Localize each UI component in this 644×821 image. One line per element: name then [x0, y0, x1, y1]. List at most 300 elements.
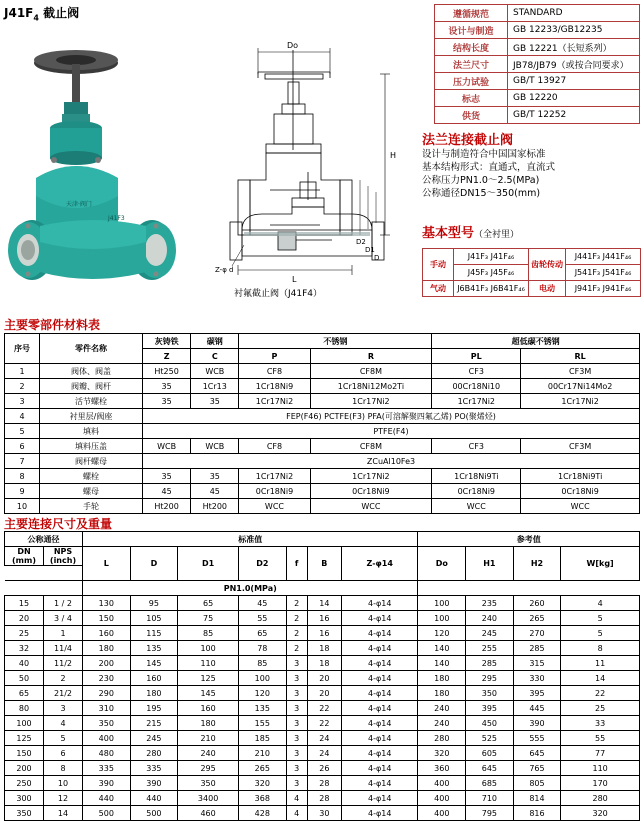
cell-no: 6: [5, 439, 40, 454]
cell-d2: 265: [239, 761, 287, 776]
cell-p: 1Cr17Ni2: [239, 394, 310, 409]
table-row: [5, 409, 640, 424]
cell-d: 195: [130, 701, 178, 716]
cell-f: 4: [286, 791, 307, 806]
cell-name: 螺栓: [40, 469, 143, 484]
spec-value: JB78/JB79（或按合同要求）: [508, 56, 640, 73]
cell-pl: 0Cr18Ni9: [432, 484, 521, 499]
cell-w: 170: [561, 776, 640, 791]
sub-h2: H2: [513, 547, 561, 581]
cell-nps: 1: [44, 626, 83, 641]
sub-f: f: [286, 547, 307, 581]
cell-w: 33: [561, 716, 640, 731]
cell-name: 手轮: [40, 499, 143, 514]
cell-dn: 20: [5, 611, 44, 626]
model-value: J941F₃ J941F₄₆: [566, 281, 641, 297]
cell-h2: 805: [513, 776, 561, 791]
cell-d: 115: [130, 626, 178, 641]
spec-value: GB 12233/GB12235: [508, 22, 640, 39]
cell-d: 95: [130, 596, 178, 611]
cell-do: 400: [418, 806, 466, 821]
table-header-row: [5, 532, 640, 547]
spec-key: 标志: [435, 90, 508, 107]
cell-pl: 1Cr18Ni9Ti: [432, 469, 521, 484]
cell-z: 4-φ14: [342, 746, 418, 761]
cell-d1: 210: [178, 731, 239, 746]
cell-w: 320: [561, 806, 640, 821]
dim-label-h: H: [390, 151, 397, 160]
cell-z: 35: [143, 379, 191, 394]
table-row: [423, 281, 641, 297]
sub-r: R: [310, 349, 432, 364]
cell-l: 180: [83, 641, 131, 656]
cell-pl: CF3: [432, 364, 521, 379]
dim-label-d1: D1: [365, 246, 375, 254]
table-row: [435, 90, 640, 107]
cell-b: 16: [307, 611, 341, 626]
cell-f: 2: [286, 596, 307, 611]
cell-d2: 135: [239, 701, 287, 716]
cell-do: 400: [418, 791, 466, 806]
cell-l: 200: [83, 656, 131, 671]
cell-span: FEP(F46) PCTFE(F3) PFA(可溶解聚四氟乙烯) PO(聚烯烃): [143, 409, 640, 424]
model-label-manual: 手动: [423, 249, 454, 281]
cell-h1: 245: [466, 626, 514, 641]
cell-d1: 3400: [178, 791, 239, 806]
cell-rl: 1Cr17Ni2: [521, 394, 640, 409]
cell-nps: 5: [44, 731, 83, 746]
cell-nps: 3 / 4: [44, 611, 83, 626]
spec-table: [434, 4, 640, 124]
cell-p: WCC: [239, 499, 310, 514]
dimension-table: [4, 531, 640, 821]
cell-rl: 1Cr18Ni9Ti: [521, 469, 640, 484]
cell-d1: 240: [178, 746, 239, 761]
cell-z: 35: [143, 394, 191, 409]
cell-z: 4-φ14: [342, 596, 418, 611]
sub-p: P: [239, 349, 310, 364]
cell-d: 180: [130, 686, 178, 701]
cell-c: 35: [191, 394, 239, 409]
table-row: [5, 791, 640, 806]
cell-do: 360: [418, 761, 466, 776]
cell-w: 110: [561, 761, 640, 776]
cell-c: 45: [191, 484, 239, 499]
cell-dn: 100: [5, 716, 44, 731]
cell-w: 22: [561, 686, 640, 701]
cell-nps: 11/2: [44, 656, 83, 671]
table-row: [5, 596, 640, 611]
cell-z: 4-φ14: [342, 641, 418, 656]
dim-label-z: Z-φ d: [215, 266, 234, 274]
cell-f: 4: [286, 806, 307, 821]
group-dn: 公称通径: [5, 532, 83, 547]
cell-nps: 3: [44, 701, 83, 716]
dim-label-d2: D2: [356, 238, 366, 246]
cell-rl: CF3M: [521, 439, 640, 454]
cell-name: 衬里层/阀座: [40, 409, 143, 424]
cell-do: 140: [418, 641, 466, 656]
table-row: [5, 499, 640, 514]
cell-d2: 320: [239, 776, 287, 791]
cell-h2: 260: [513, 596, 561, 611]
model-value: J441F₃ J441F₄₆: [566, 249, 641, 265]
cell-b: 28: [307, 776, 341, 791]
cell-d1: 460: [178, 806, 239, 821]
cell-c: WCB: [191, 364, 239, 379]
table-row: [435, 39, 640, 56]
table-row: [5, 626, 640, 641]
cell-d1: 85: [178, 626, 239, 641]
cell-d1: 75: [178, 611, 239, 626]
cell-no: 1: [5, 364, 40, 379]
cell-pl: 00Cr18Ni10: [432, 379, 521, 394]
cell-z: Ht200: [143, 499, 191, 514]
sub-d2: D2: [239, 547, 287, 581]
cell-z: 4-φ14: [342, 686, 418, 701]
cell-name: 阀体、阀盖: [40, 364, 143, 379]
cell-f: 2: [286, 611, 307, 626]
cell-d: 160: [130, 671, 178, 686]
valve-brand-label-2: J41F3: [108, 215, 125, 222]
sub-pl: PL: [432, 349, 521, 364]
sub-d: D: [130, 547, 178, 581]
sub-l: L: [83, 547, 131, 581]
cell-do: 180: [418, 686, 466, 701]
cell-l: 480: [83, 746, 131, 761]
col-carbon-steel: 碳钢: [191, 334, 239, 349]
cell-do: 180: [418, 671, 466, 686]
flange-line-2: 基本结构形式：直通式，直流式: [422, 162, 556, 173]
cell-h1: 295: [466, 671, 514, 686]
cell-nps: 11/4: [44, 641, 83, 656]
cell-f: 3: [286, 746, 307, 761]
cell-f: 3: [286, 731, 307, 746]
cell-do: 140: [418, 656, 466, 671]
spec-key: 设计与制造: [435, 22, 508, 39]
cell-nps: 2: [44, 671, 83, 686]
cell-h1: 235: [466, 596, 514, 611]
cell-h2: 330: [513, 671, 561, 686]
spec-value: GB 12221（长短系列）: [508, 39, 640, 56]
valve-photo-illustration: [6, 28, 196, 313]
table-row: [5, 484, 640, 499]
cell-d2: 185: [239, 731, 287, 746]
cell-no: 5: [5, 424, 40, 439]
cell-l: 150: [83, 611, 131, 626]
table-row: [5, 469, 640, 484]
cell-d2: 210: [239, 746, 287, 761]
cell-f: 2: [286, 641, 307, 656]
sub-rl: RL: [521, 349, 640, 364]
page-title: $J41F_4$ 截止阀: [4, 6, 80, 23]
cell-h2: 814: [513, 791, 561, 806]
cell-span: PTFE(F4): [143, 424, 640, 439]
spec-value: GB 12220: [508, 90, 640, 107]
cell-w: 4: [561, 596, 640, 611]
cell-d: 390: [130, 776, 178, 791]
cell-z: 4-φ14: [342, 611, 418, 626]
cell-z: 35: [143, 469, 191, 484]
cell-r: 1Cr17Ni2: [310, 469, 432, 484]
cell-h1: 605: [466, 746, 514, 761]
cell-nps: 10: [44, 776, 83, 791]
cell-d: 215: [130, 716, 178, 731]
cell-pl: CF3: [432, 439, 521, 454]
cell-do: 280: [418, 731, 466, 746]
cell-name: 阀瓣、阀杆: [40, 379, 143, 394]
cell-name: 螺母: [40, 484, 143, 499]
group-reference: 参考值: [418, 532, 640, 547]
cell-l: 500: [83, 806, 131, 821]
cell-do: 120: [418, 626, 466, 641]
cell-l: 400: [83, 731, 131, 746]
cell-h1: 395: [466, 701, 514, 716]
cell-h2: 645: [513, 746, 561, 761]
cell-h1: 645: [466, 761, 514, 776]
pressure-note: PN1.0(MPa): [83, 581, 418, 596]
model-label-pneumatic: 气动: [423, 281, 454, 297]
cell-rl: WCC: [521, 499, 640, 514]
cell-dn: 65: [5, 686, 44, 701]
cell-h2: 765: [513, 761, 561, 776]
table-row: [435, 56, 640, 73]
cell-d2: 78: [239, 641, 287, 656]
cell-w: 280: [561, 791, 640, 806]
cell-p: 0Cr18Ni9: [239, 484, 310, 499]
cell-b: 30: [307, 806, 341, 821]
cell-d2: 85: [239, 656, 287, 671]
cell-f: 2: [286, 626, 307, 641]
cell-d1: 160: [178, 701, 239, 716]
table-subheader-row: [5, 547, 640, 566]
table-row: [5, 454, 640, 469]
cell-r: 1Cr17Ni2: [310, 394, 432, 409]
col-name: 零件名称: [40, 334, 143, 364]
cell-h1: 350: [466, 686, 514, 701]
table-row: [5, 731, 640, 746]
cell-d1: 100: [178, 641, 239, 656]
table-row: [5, 686, 640, 701]
cell-dn: 150: [5, 746, 44, 761]
spec-value: GB/T 12252: [508, 107, 640, 124]
cell-b: 14: [307, 596, 341, 611]
cell-r: CF8M: [310, 364, 432, 379]
table-row: [435, 22, 640, 39]
cell-l: 390: [83, 776, 131, 791]
cell-name: 活节螺栓: [40, 394, 143, 409]
cell-f: 3: [286, 686, 307, 701]
cell-z: Ht250: [143, 364, 191, 379]
sub-c: C: [191, 349, 239, 364]
cell-r: CF8M: [310, 439, 432, 454]
cell-z: 4-φ14: [342, 791, 418, 806]
cell-d1: 110: [178, 656, 239, 671]
cell-no: 10: [5, 499, 40, 514]
cell-w: 8: [561, 641, 640, 656]
cell-w: 5: [561, 626, 640, 641]
table-row: [5, 656, 640, 671]
cell-h2: 265: [513, 611, 561, 626]
spec-key: 遵循规范: [435, 5, 508, 22]
model-section-heading: [422, 222, 519, 241]
cell-nps: 21/2: [44, 686, 83, 701]
table-pressure-row: [5, 581, 640, 596]
cell-d: 245: [130, 731, 178, 746]
col-stainless: 不锈钢: [239, 334, 432, 349]
cell-l: 440: [83, 791, 131, 806]
cell-b: 24: [307, 731, 341, 746]
cell-l: 350: [83, 716, 131, 731]
table-row: [5, 379, 640, 394]
cell-d2: 65: [239, 626, 287, 641]
dim-label-do: Do: [287, 41, 299, 50]
cell-d: 440: [130, 791, 178, 806]
cell-pl: WCC: [432, 499, 521, 514]
cell-c: 35: [191, 469, 239, 484]
cell-l: 335: [83, 761, 131, 776]
spec-value: STANDARD: [508, 5, 640, 22]
dimension-section-heading: 主要连接尺寸及重量: [4, 517, 113, 531]
cell-l: 310: [83, 701, 131, 716]
table-row: [5, 701, 640, 716]
spec-key: 法兰尺寸: [435, 56, 508, 73]
cell-nps: 4: [44, 716, 83, 731]
cell-d1: 180: [178, 716, 239, 731]
cell-z: 4-φ14: [342, 806, 418, 821]
cell-f: 3: [286, 656, 307, 671]
table-row: [5, 394, 640, 409]
cell-d: 135: [130, 641, 178, 656]
cell-h2: 445: [513, 701, 561, 716]
cell-d2: 428: [239, 806, 287, 821]
cell-no: 8: [5, 469, 40, 484]
cell-f: 3: [286, 671, 307, 686]
table-row: [5, 716, 640, 731]
dim-label-d: D: [374, 254, 380, 262]
cell-z: 4-φ14: [342, 671, 418, 686]
table-row: [423, 249, 641, 265]
cell-z: WCB: [143, 439, 191, 454]
cell-c: WCB: [191, 439, 239, 454]
table-row: [5, 806, 640, 821]
cell-c: 1Cr13: [191, 379, 239, 394]
valve-brand-label-1: 天津·阀门: [66, 201, 92, 208]
cell-span: ZCuAl10Fe3: [143, 454, 640, 469]
table-row: [5, 761, 640, 776]
model-value: J541F₃ J541F₄₆: [566, 265, 641, 281]
col-cast-iron: 灰铸铁: [143, 334, 191, 349]
cell-d1: 125: [178, 671, 239, 686]
model-heading-note: （全衬里）: [474, 230, 520, 240]
cell-do: 100: [418, 596, 466, 611]
table-row: [5, 776, 640, 791]
cell-h2: 816: [513, 806, 561, 821]
cell-b: 16: [307, 626, 341, 641]
model-value: J6B41F₃ J6B41F₄₆: [454, 281, 529, 297]
cell-z: 4-φ14: [342, 731, 418, 746]
sub-do: Do: [418, 547, 466, 581]
cell-h2: 395: [513, 686, 561, 701]
cell-z: 4-φ14: [342, 701, 418, 716]
cell-z: 4-φ14: [342, 776, 418, 791]
cell-d: 145: [130, 656, 178, 671]
table-row: [5, 424, 640, 439]
cell-rl: 00Cr17Ni14Mo2: [521, 379, 640, 394]
cell-dn: 125: [5, 731, 44, 746]
cell-name: 填料压盖: [40, 439, 143, 454]
cell-no: 3: [5, 394, 40, 409]
cell-d: 500: [130, 806, 178, 821]
table-row: [5, 671, 640, 686]
sub-z: Z-φ14: [342, 547, 418, 581]
cell-name: 填料: [40, 424, 143, 439]
cell-dn: 50: [5, 671, 44, 686]
sub-h1: H1: [466, 547, 514, 581]
dim-label-l: L: [292, 275, 297, 284]
cell-z: 45: [143, 484, 191, 499]
cell-dn: 25: [5, 626, 44, 641]
cell-do: 320: [418, 746, 466, 761]
cell-dn: 80: [5, 701, 44, 716]
material-table: [4, 333, 640, 514]
cell-d2: 45: [239, 596, 287, 611]
sub-b: B: [307, 547, 341, 581]
sub-z: Z: [143, 349, 191, 364]
cell-do: 240: [418, 701, 466, 716]
spec-value: GB/T 13927: [508, 73, 640, 90]
spec-key: 结构长度: [435, 39, 508, 56]
cell-l: 130: [83, 596, 131, 611]
table-row: [5, 439, 640, 454]
spec-key: 供货: [435, 107, 508, 124]
cell-do: 400: [418, 776, 466, 791]
table-row: [435, 107, 640, 124]
cell-f: 3: [286, 761, 307, 776]
cell-nps: 8: [44, 761, 83, 776]
col-no: 序号: [5, 334, 40, 364]
cell-dn: 350: [5, 806, 44, 821]
cell-f: 3: [286, 776, 307, 791]
cell-name: 阀杆螺母: [40, 454, 143, 469]
cell-d1: 350: [178, 776, 239, 791]
model-value: J41F₃ J41F₄₆: [454, 249, 529, 265]
cell-z: 4-φ14: [342, 761, 418, 776]
cell-nps: 1 / 2: [44, 596, 83, 611]
cell-d2: 55: [239, 611, 287, 626]
cell-b: 18: [307, 656, 341, 671]
cell-dn: 300: [5, 791, 44, 806]
cell-nps: 14: [44, 806, 83, 821]
cell-h1: 240: [466, 611, 514, 626]
cell-no: 7: [5, 454, 40, 469]
cell-h2: 285: [513, 641, 561, 656]
flange-section-heading: 法兰连接截止阀: [422, 133, 514, 148]
cell-b: 26: [307, 761, 341, 776]
cell-d1: 145: [178, 686, 239, 701]
cell-dn: 200: [5, 761, 44, 776]
cell-h1: 525: [466, 731, 514, 746]
cell-p: 1Cr18Ni9: [239, 379, 310, 394]
cell-f: 3: [286, 716, 307, 731]
cell-l: 290: [83, 686, 131, 701]
cell-h1: 795: [466, 806, 514, 821]
cell-h1: 285: [466, 656, 514, 671]
cell-l: 230: [83, 671, 131, 686]
cell-d: 105: [130, 611, 178, 626]
spec-key: 压力试验: [435, 73, 508, 90]
group-standard: 标准值: [83, 532, 418, 547]
